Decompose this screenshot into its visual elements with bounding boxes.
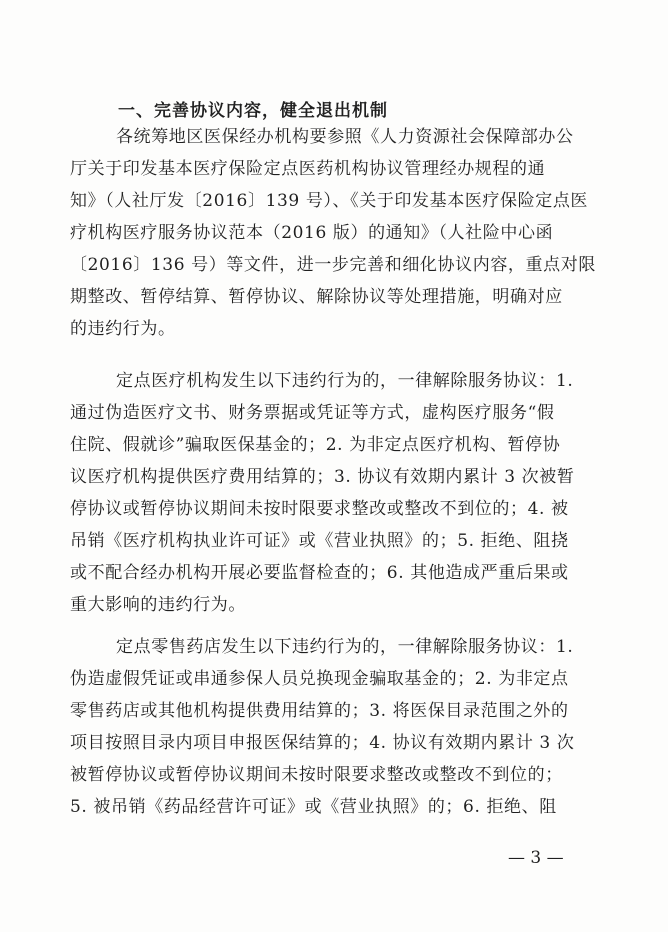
text-line: 停协议或暂停协议期间未按时限要求整改或整改不到位的；4. 被 xyxy=(70,499,569,519)
section-title: 一、完善协议内容，健全退出机制 xyxy=(118,101,388,121)
paragraph-pharmacy-violations xyxy=(70,631,610,823)
text-line: 重大影响的违约行为。 xyxy=(70,595,246,615)
page-number: — 3 — xyxy=(508,848,564,868)
text-line: 吊销《医疗机构执业许可证》或《营业执照》的；5. 拒绝、阻挠 xyxy=(70,531,569,551)
text-line: 定点医疗机构发生以下违约行为的，一律解除服务协议：1. xyxy=(116,371,574,391)
text-line: 住院、假就诊”骗取医保基金的；2. 为非定点医疗机构、暂停协 xyxy=(70,435,561,455)
paragraph-medical-institution-violations xyxy=(70,365,610,621)
text-line: 项目按照目录内项目申报医保结算的；4. 协议有效期内累计 3 次 xyxy=(70,733,575,753)
text-line: 通过伪造医疗文书、财务票据或凭证等方式，虚构医疗服务“假 xyxy=(70,403,555,423)
text-line: 的违约行为。 xyxy=(70,319,176,339)
text-line: 伪造虚假凭证或串通参保人员兑换现金骗取基金的；2. 为非定点 xyxy=(70,669,569,689)
text-line: 期整改、暂停结算、暂停协议、解除协议等处理措施，明确对应 xyxy=(70,287,563,307)
text-line: 或不配合经办机构开展必要监督检查的；6. 其他造成严重后果或 xyxy=(70,563,569,583)
text-line: 定点零售药店发生以下违约行为的，一律解除服务协议：1. xyxy=(116,637,574,657)
text-line: 〔2016〕136 号）等文件，进一步完善和细化协议内容，重点对限 xyxy=(70,255,596,275)
text-line: 各统筹地区医保经办机构要参照《人力资源社会保障部办公 xyxy=(116,127,574,147)
paragraph-protocol-content xyxy=(70,121,610,345)
text-line: 议医疗机构提供医疗费用结算的；3. 协议有效期内累计 3 次被暂 xyxy=(70,467,575,487)
text-line: 5. 被吊销《药品经营许可证》或《营业执照》的；6. 拒绝、阻 xyxy=(70,797,557,817)
text-line: 疗机构医疗服务协议范本（2016 版）的通知》（人社险中心函 xyxy=(70,223,554,243)
text-line: 零售药店或其他机构提供费用结算的；3. 将医保目录范围之外的 xyxy=(70,701,569,721)
text-line: 厅关于印发基本医疗保险定点医药机构协议管理经办规程的通 xyxy=(70,159,546,179)
text-line: 被暂停协议或暂停协议期间未按时限要求整改或整改不到位的； xyxy=(70,765,563,785)
text-line: 知》（人社厅发〔2016〕139 号）、《关于印发基本医疗保险定点医 xyxy=(70,191,589,211)
